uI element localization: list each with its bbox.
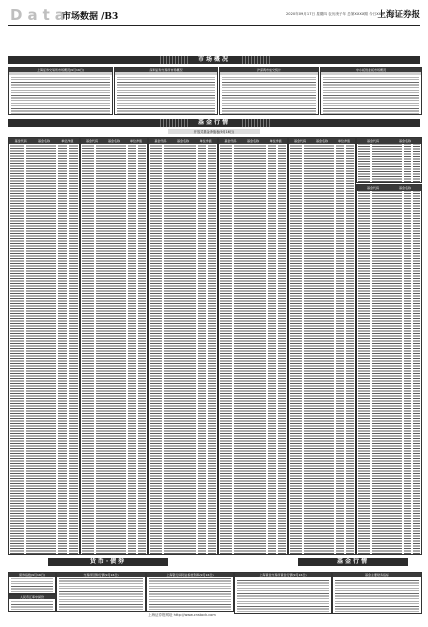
- fund-table-title: 开放式基金净值表(9月16日): [168, 129, 260, 134]
- fund-column-5: 基金代码 基金名称 单位净值: [288, 137, 356, 555]
- box-title: 沪深两市成交统计: [220, 68, 318, 72]
- paper-name: 上海证券报: [377, 10, 420, 20]
- gold-box: [234, 572, 332, 614]
- footer-url: 上海证券报网址 http://www.cnstock.com: [148, 613, 216, 617]
- dateline: 2020年09月17日 星期四 农历庚子年 总第XXXX期 今日XX版: [286, 12, 385, 16]
- overview-box-stats: [219, 67, 319, 115]
- fund-column-3: 基金代码 基金名称 单位净值: [148, 137, 218, 555]
- newspaper-page: [8, 6, 420, 621]
- fund-column-2: 基金代码 基金名称 单位净值: [80, 137, 148, 555]
- box-title: 中小板创业板市场概况: [321, 68, 421, 72]
- box-title: 上海证券交易所市场概况(9月16日): [9, 68, 112, 72]
- banner-label: 货币·债券: [89, 558, 127, 565]
- fund-finance-box: [332, 572, 422, 614]
- box-title: 债券指数(9月16日): [9, 573, 55, 577]
- overview-box-sme: [320, 67, 422, 115]
- section-title: 市场数据 /B3: [62, 12, 119, 22]
- box-title: 上海银行间同业拆放利率(9月16日): [147, 573, 233, 577]
- box-title: 交易所回购行情(9月16日): [57, 573, 145, 577]
- box-title: 基金主要财务指标: [333, 573, 421, 577]
- box-title: 深圳证券交易所市场概况: [115, 68, 217, 72]
- fund-column-6: 基金代码 基金名称: [356, 184, 422, 555]
- banner-label: 基金行情: [336, 558, 369, 565]
- box-title: 人民币汇率中间价: [9, 595, 55, 599]
- masthead: [8, 6, 420, 24]
- rmb-rate-box: [8, 594, 56, 612]
- brand-logo: Data: [10, 6, 70, 24]
- masthead-rule: [8, 25, 420, 26]
- banner-label: 市场概况: [197, 56, 230, 63]
- fund-column-6-top: 基金代码 基金名称: [356, 137, 422, 183]
- bond-index-box: [8, 572, 56, 594]
- shibor-box: [146, 572, 234, 612]
- overview-box-sh: [8, 67, 113, 115]
- overview-box-sz: [114, 67, 218, 115]
- box-title: 上海黄金交易所黄金行情(9月16日): [235, 573, 331, 577]
- forex-bonds-banner: [48, 558, 168, 566]
- fund-column-4: 基金代码 基金名称 单位净值: [218, 137, 288, 555]
- repo-box: [56, 572, 146, 612]
- market-overview-banner: [8, 56, 420, 64]
- fund-quotes-banner: [8, 119, 420, 127]
- banner-label: 基金行情: [197, 119, 230, 126]
- fund-quotes-banner-2: [298, 558, 408, 566]
- fund-column-1: 基金代码 基金名称 单位净值: [8, 137, 80, 555]
